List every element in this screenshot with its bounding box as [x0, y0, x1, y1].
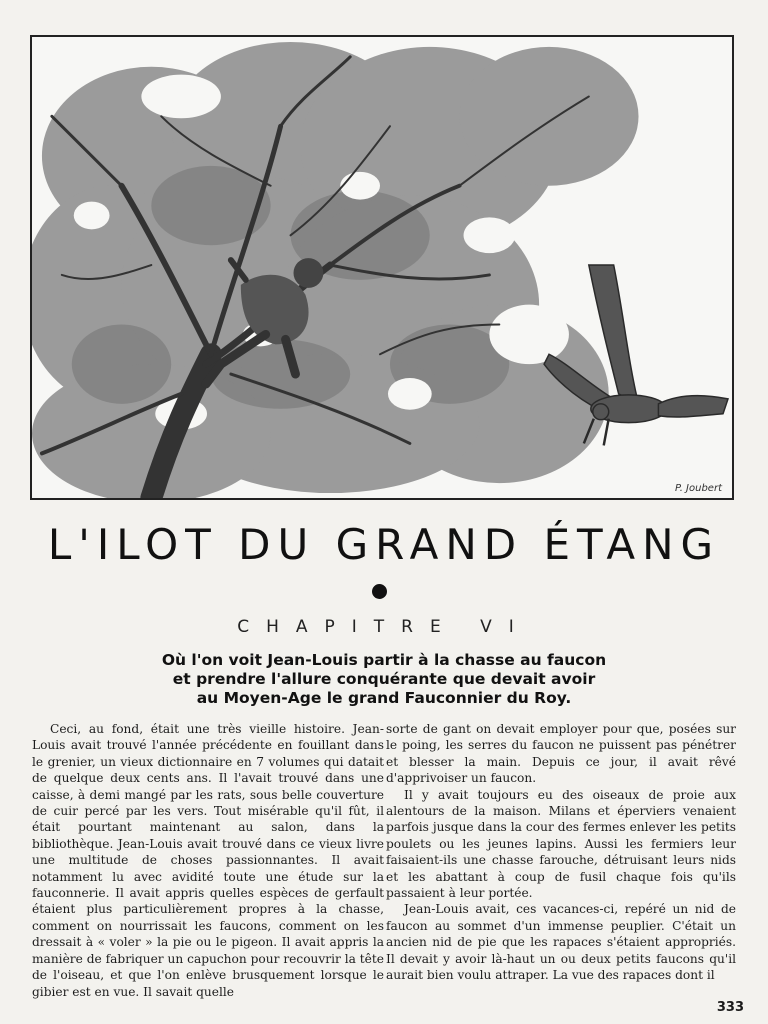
subtitle-line-3: au Moyen-Age le grand Fauconnier du Roy. — [196, 689, 572, 707]
subtitle-line-1: Où l'on voit Jean-Louis partir à la chasse au faucon — [161, 651, 607, 669]
right-column — [386, 721, 736, 984]
chapter-subtitle — [100, 651, 668, 708]
tree-boy-falcon-drawing — [32, 37, 732, 498]
bullet-ornament — [372, 584, 387, 599]
subtitle-line-2: et prendre l'allure conquérante que devait avoir — [172, 670, 596, 688]
paragraph: sorte de gant on devait employer pour que, posées sur le poing, les serres du faucon ne puissent pas pénétrer et blesser la main. Depuis ce jour, il avait rêvé d'apprivoiser un faucon. — [386, 722, 736, 786]
illustration — [30, 35, 734, 500]
paragraph: Ceci, au fond, était une très vieille histoire. Jean-Louis avait trouvé l'année précédente en fouillant dans le grenier, un vieux dictionnaire en 7 volumes qui datait de quelque deux cents ans. Il l'avait trouvé dans une caisse, à demi mangé par les rats, sous belle couverture de cuir percé par les vers. Tout misérable qu'il fût, il était pourtant maintenant au salon, dans la bibliothèque. Jean-Louis avait trouvé dans ce vieux livre une multitude de choses passionnantes. Il avait notamment lu avec avidité toute une étude sur la fauconnerie. Il avait appris quelles espèces de gerfault étaient plus particulièrement propres à la chasse, comment on nourrissait les faucons, comment on les dressait à « voler » la pie ou le pigeon. Il avait appris la manière de fabriquer un capuchon pour recouvrir la tête de l'oiseau, et que l'on enlève brusquement lorsque le gibier est en vue. Il savait quelle — [32, 722, 384, 999]
left-column — [32, 721, 384, 1000]
artist-signature: P. Joubert — [675, 483, 722, 494]
page-number: 333 — [716, 1000, 744, 1015]
page-title: L'ILOT DU GRAND ÉTANG — [47, 520, 721, 569]
paragraph: Jean-Louis avait, ces vacances-ci, repéré un nid de faucon au sommet d'un immense peuplier. C'était un ancien nid de pie que les rapaces s'étaient appropriés. Il devait y avoir là-haut un ou deux petits faucons qu'il aurait bien voulu attraper. La vue des rapaces dont il — [386, 902, 736, 983]
chapter-heading: CHAPITRE VI — [237, 617, 531, 637]
paragraph: Il y avait toujours eu des oiseaux de proie aux alentours de la maison. Milans et éperviers venaient parfois jusque dans la cour des fermes enlever les petits poulets ou les jeunes lapins. Aussi les fermiers leur faisaient-ils une chasse farouche, détruisant leurs nids et les abattant à coup de fusil chaque fois qu'ils passaient à leur portée. — [386, 787, 736, 901]
